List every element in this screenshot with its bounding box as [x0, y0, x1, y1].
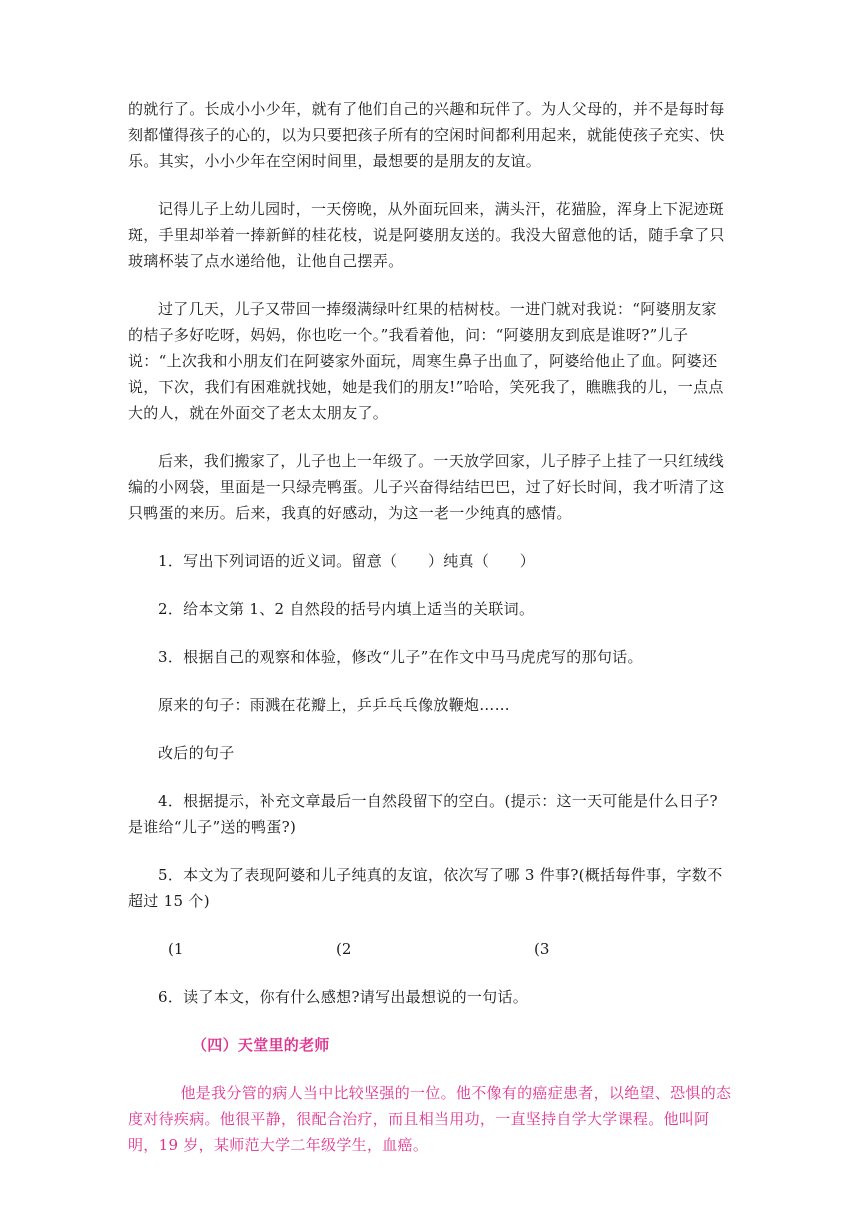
question-5: 5．本文为了表现阿婆和儿子纯真的友谊，依次写了哪 3 件事?(概括每件事，字数不超过 15 个) — [128, 866, 723, 910]
paragraph-4: 后来，我们搬家了，儿子也上一年级了。一天放学回家，儿子脖子上挂了一只红绒线编的小网袋，里面是一只绿壳鸭蛋。儿子兴奋得结结巴巴，过了好长时间，我才听清了这只鸭蛋的来历。后来，我真的好感动，为这一老一少纯真的感情。 — [128, 452, 725, 522]
answer-blank-1: (1 — [168, 940, 184, 958]
question-3-revised: 改后的句子 — [158, 744, 235, 762]
paragraph-2: 记得儿子上幼儿园时，一天傍晚，从外面玩回来，满头汗，花猫脸，浑身上下泥迹斑斑，手里却举着一捧新鲜的桂花枝，说是阿婆朋友送的。我没大留意他的话，随手拿了只玻璃杯装了点水递给他，让他自己摆弄。 — [128, 200, 725, 270]
answer-blank-2: (2 — [336, 940, 352, 958]
question-3: 3．根据自己的观察和体验，修改“儿子”在作文中马马虎虎写的那句话。 — [158, 648, 643, 666]
question-4: 4．根据提示，补充文章最后一自然段留下的空白。(提示：这一天可能是什么日子?是谁给“儿子”送的鸭蛋?) — [128, 792, 718, 836]
paragraph-1: 的就行了。长成小小少年，就有了他们自己的兴趣和玩伴了。为人父母的，并不是每时每刻都懂得孩子的心的，以为只要把孩子所有的空闲时间都利用起来，就能使孩子充实、快乐。其实，小小少年在空闲时间里，最想要的是朋友的友谊。 — [128, 100, 725, 170]
question-1: 1．写出下列词语的近义词。留意（ ）纯真（ ） — [158, 552, 536, 570]
section-title: （四）天堂里的老师 — [192, 1036, 330, 1054]
question-6: 6．读了本文，你有什么感想?请写出最想说的一句话。 — [158, 988, 529, 1006]
question-3-original: 原来的句子：雨溅在花瓣上，乒乒乓乓像放鞭炮…… — [158, 696, 510, 714]
question-2: 2．给本文第 1、2 自然段的括号内填上适当的关联词。 — [158, 600, 535, 618]
paragraph-3: 过了几天，儿子又带回一捧缀满绿叶红果的桔树枝。一进门就对我说：“阿婆朋友家的桔子多好吃呀，妈妈，你也吃一个。”我看着他，问：“阿婆朋友到底是谁呀?”儿子说：“上次我和小朋友们在阿婆家外面玩，周寒生鼻子出血了，阿婆给他止了血。阿婆还说，下次，我们有困难就找她，她是我们的朋友!”哈哈，笑死我了，瞧瞧我的儿，一点点大的人，就在外面交了老太太朋友了。 — [128, 300, 724, 422]
answer-blank-3: (3 — [534, 940, 550, 958]
question-5-blanks — [128, 936, 732, 962]
section-paragraph: 他是我分管的病人当中比较坚强的一位。他不像有的癌症患者，以绝望、恐惧的态度对待疾病。他很平静，很配合治疗，而且相当用功，一直坚持自学大学课程。他叫阿明，19 岁，某师范大学二年级学生，血癌。 — [128, 1084, 732, 1154]
